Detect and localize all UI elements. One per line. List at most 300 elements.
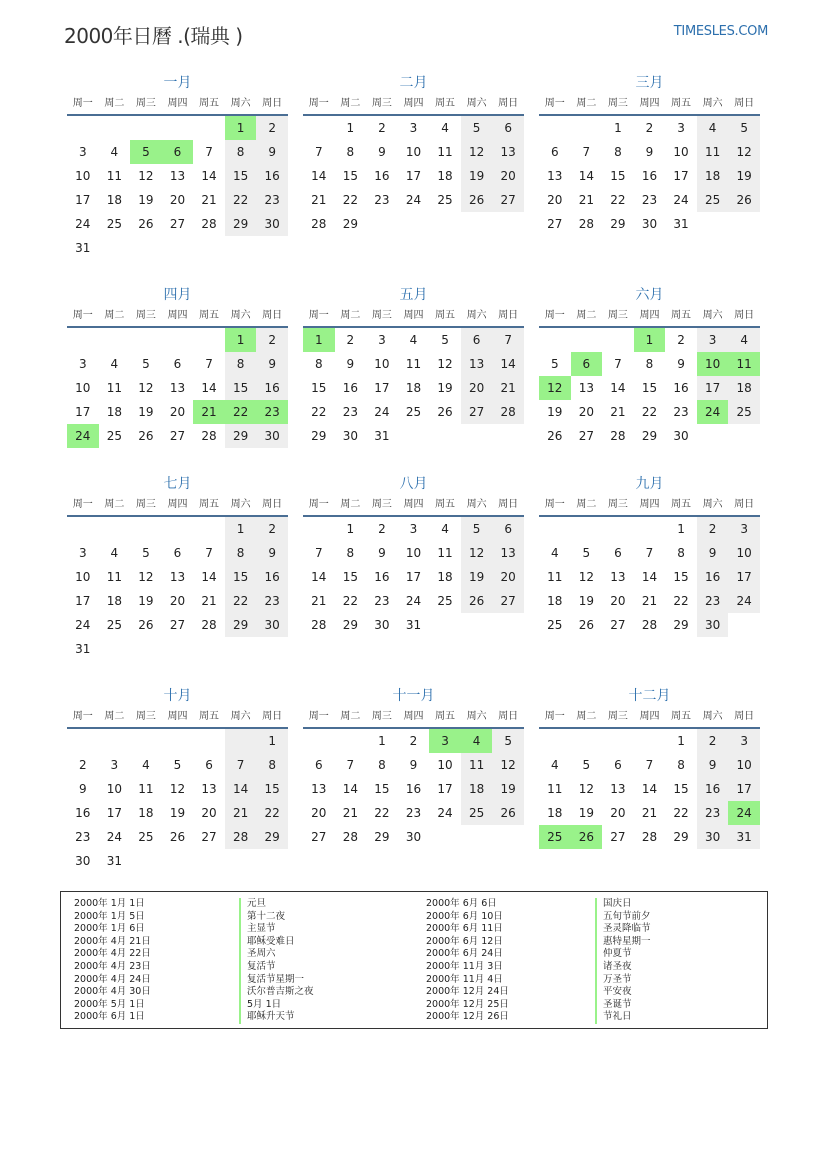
day-cell[interactable]: 22 (256, 801, 288, 825)
day-cell[interactable]: 10 (405, 145, 422, 159)
day-cell[interactable]: 17 (728, 565, 760, 589)
day-cell[interactable]: 27 (169, 217, 186, 231)
day-cell[interactable]: 16 (374, 169, 390, 183)
day-cell[interactable]: 30 (697, 825, 729, 849)
day-cell[interactable]: 1 (378, 734, 386, 748)
day-cell[interactable]: 27 (311, 830, 327, 844)
day-cell[interactable]: 26 (138, 217, 154, 231)
day-cell[interactable]: 28 (610, 429, 626, 443)
day-cell[interactable]: 9 (256, 352, 288, 376)
day-cell[interactable]: 7 (645, 758, 654, 772)
day-cell[interactable]: 6 (173, 546, 182, 560)
day-cell[interactable]: 6 (614, 758, 622, 772)
day-cell[interactable]: 18 (547, 594, 563, 608)
day-cell[interactable]: 5 (142, 357, 150, 371)
holiday-day-cell[interactable]: 10 (697, 352, 729, 376)
day-cell[interactable]: 21 (201, 594, 217, 608)
day-cell[interactable]: 9 (409, 758, 418, 772)
day-cell[interactable]: 28 (201, 618, 217, 632)
day-cell[interactable]: 16 (641, 169, 658, 183)
day-cell[interactable]: 14 (641, 782, 658, 796)
day-cell[interactable]: 26 (138, 618, 154, 632)
day-cell[interactable]: 23 (342, 405, 358, 419)
day-cell[interactable]: 13 (610, 570, 626, 584)
day-cell[interactable]: 6 (461, 328, 493, 352)
day-cell[interactable]: 29 (610, 217, 626, 231)
day-cell[interactable]: 24 (437, 806, 453, 820)
day-cell[interactable]: 21 (311, 594, 327, 608)
day-cell[interactable]: 27 (610, 830, 626, 844)
day-cell[interactable]: 13 (547, 169, 563, 183)
day-cell[interactable]: 23 (374, 193, 390, 207)
day-cell[interactable]: 21 (610, 405, 626, 419)
day-cell[interactable]: 9 (378, 145, 386, 159)
day-cell[interactable]: 12 (169, 782, 186, 796)
day-cell[interactable]: 28 (201, 217, 217, 231)
day-cell[interactable]: 18 (437, 169, 453, 183)
day-cell[interactable]: 14 (225, 777, 257, 801)
day-cell[interactable]: 6 (173, 357, 182, 371)
day-cell[interactable]: 5 (492, 729, 524, 753)
day-cell[interactable]: 26 (461, 589, 493, 613)
day-cell[interactable]: 15 (610, 169, 626, 183)
day-cell[interactable]: 26 (547, 429, 563, 443)
day-cell[interactable]: 1 (614, 121, 622, 135)
day-cell[interactable]: 10 (405, 546, 422, 560)
day-cell[interactable]: 4 (550, 758, 559, 772)
day-cell[interactable]: 22 (342, 594, 358, 608)
day-cell[interactable]: 10 (75, 169, 91, 183)
day-cell[interactable]: 26 (728, 188, 760, 212)
day-cell[interactable]: 30 (374, 618, 390, 632)
day-cell[interactable]: 16 (673, 381, 689, 395)
day-cell[interactable]: 17 (106, 806, 122, 820)
day-cell[interactable]: 18 (106, 405, 122, 419)
day-cell[interactable]: 21 (342, 806, 358, 820)
day-cell[interactable]: 27 (547, 217, 563, 231)
day-cell[interactable]: 4 (441, 522, 449, 536)
day-cell[interactable]: 19 (437, 381, 453, 395)
day-cell[interactable]: 14 (311, 570, 327, 584)
day-cell[interactable]: 7 (492, 328, 524, 352)
day-cell[interactable]: 9 (346, 357, 355, 371)
day-cell[interactable]: 13 (311, 782, 327, 796)
day-cell[interactable]: 30 (697, 613, 729, 637)
day-cell[interactable]: 13 (461, 352, 493, 376)
day-cell[interactable]: 16 (75, 806, 91, 820)
day-cell[interactable]: 11 (697, 140, 729, 164)
day-cell[interactable]: 11 (106, 169, 122, 183)
day-cell[interactable]: 19 (728, 164, 760, 188)
day-cell[interactable]: 16 (256, 565, 288, 589)
day-cell[interactable]: 3 (110, 758, 119, 772)
day-cell[interactable]: 15 (342, 570, 358, 584)
day-cell[interactable]: 1 (346, 522, 355, 536)
day-cell[interactable]: 2 (378, 121, 386, 135)
day-cell[interactable]: 14 (641, 570, 658, 584)
day-cell[interactable]: 17 (75, 193, 91, 207)
day-cell[interactable]: 16 (697, 565, 729, 589)
day-cell[interactable]: 5 (173, 758, 182, 772)
day-cell[interactable]: 12 (138, 169, 154, 183)
day-cell[interactable]: 25 (728, 400, 760, 424)
day-cell[interactable]: 28 (225, 825, 257, 849)
day-cell[interactable]: 22 (225, 589, 257, 613)
day-cell[interactable]: 17 (697, 376, 729, 400)
day-cell[interactable]: 15 (256, 777, 288, 801)
day-cell[interactable]: 30 (673, 429, 689, 443)
day-cell[interactable]: 23 (673, 405, 689, 419)
day-cell[interactable]: 7 (205, 145, 213, 159)
day-cell[interactable]: 11 (547, 782, 563, 796)
day-cell[interactable]: 5 (461, 116, 493, 140)
day-cell[interactable]: 15 (225, 164, 257, 188)
holiday-day-cell[interactable]: 11 (728, 352, 760, 376)
day-cell[interactable]: 11 (547, 570, 563, 584)
day-cell[interactable]: 8 (677, 546, 685, 560)
day-cell[interactable]: 3 (378, 333, 386, 347)
site-logo-text[interactable]: TIMESLES.COM (673, 24, 768, 39)
day-cell[interactable]: 18 (697, 164, 729, 188)
day-cell[interactable]: 8 (225, 352, 257, 376)
day-cell[interactable]: 14 (492, 352, 524, 376)
day-cell[interactable]: 9 (697, 541, 729, 565)
day-cell[interactable]: 13 (169, 169, 186, 183)
day-cell[interactable]: 8 (378, 758, 386, 772)
day-cell[interactable]: 21 (641, 594, 658, 608)
day-cell[interactable]: 28 (201, 429, 217, 443)
day-cell[interactable]: 17 (75, 405, 91, 419)
day-cell[interactable]: 24 (374, 405, 390, 419)
day-cell[interactable]: 29 (311, 429, 327, 443)
holiday-day-cell[interactable]: 1 (225, 116, 257, 140)
day-cell[interactable]: 17 (673, 169, 689, 183)
day-cell[interactable]: 19 (138, 193, 154, 207)
day-cell[interactable]: 25 (106, 217, 122, 231)
day-cell[interactable]: 12 (437, 357, 453, 371)
day-cell[interactable]: 20 (492, 565, 524, 589)
day-cell[interactable]: 14 (342, 782, 358, 796)
day-cell[interactable]: 31 (728, 825, 760, 849)
day-cell[interactable]: 18 (461, 777, 493, 801)
day-cell[interactable]: 14 (201, 169, 217, 183)
day-cell[interactable]: 2 (409, 734, 418, 748)
day-cell[interactable]: 20 (610, 594, 626, 608)
day-cell[interactable]: 23 (697, 801, 729, 825)
day-cell[interactable]: 22 (673, 594, 689, 608)
day-cell[interactable]: 3 (697, 328, 729, 352)
day-cell[interactable]: 27 (169, 618, 186, 632)
day-cell[interactable]: 30 (405, 830, 422, 844)
day-cell[interactable]: 19 (547, 405, 563, 419)
day-cell[interactable]: 13 (169, 570, 186, 584)
day-cell[interactable]: 15 (374, 782, 390, 796)
day-cell[interactable]: 6 (205, 758, 213, 772)
day-cell[interactable]: 1 (677, 734, 685, 748)
day-cell[interactable]: 9 (78, 782, 87, 796)
day-cell[interactable]: 3 (78, 357, 87, 371)
day-cell[interactable]: 2 (697, 729, 729, 753)
day-cell[interactable]: 4 (110, 546, 119, 560)
day-cell[interactable]: 29 (342, 217, 358, 231)
day-cell[interactable]: 6 (314, 758, 323, 772)
day-cell[interactable]: 14 (578, 169, 594, 183)
day-cell[interactable]: 27 (492, 188, 524, 212)
day-cell[interactable]: 30 (256, 613, 288, 637)
day-cell[interactable]: 20 (547, 193, 563, 207)
day-cell[interactable]: 1 (256, 729, 288, 753)
holiday-day-cell[interactable]: 4 (461, 729, 493, 753)
day-cell[interactable]: 22 (225, 188, 257, 212)
day-cell[interactable]: 9 (256, 541, 288, 565)
day-cell[interactable]: 31 (106, 854, 122, 868)
day-cell[interactable]: 23 (256, 589, 288, 613)
day-cell[interactable]: 8 (256, 753, 288, 777)
day-cell[interactable]: 24 (106, 830, 122, 844)
day-cell[interactable]: 28 (641, 830, 658, 844)
day-cell[interactable]: 10 (75, 570, 91, 584)
day-cell[interactable]: 5 (441, 333, 449, 347)
day-cell[interactable]: 8 (346, 546, 355, 560)
day-cell[interactable]: 29 (374, 830, 390, 844)
day-cell[interactable]: 21 (578, 193, 594, 207)
day-cell[interactable]: 18 (405, 381, 422, 395)
day-cell[interactable]: 25 (547, 618, 563, 632)
day-cell[interactable]: 23 (374, 594, 390, 608)
day-cell[interactable]: 6 (614, 546, 622, 560)
day-cell[interactable]: 29 (225, 212, 257, 236)
day-cell[interactable]: 21 (201, 193, 217, 207)
day-cell[interactable]: 19 (461, 565, 493, 589)
day-cell[interactable]: 2 (256, 116, 288, 140)
day-cell[interactable]: 12 (138, 381, 154, 395)
holiday-day-cell[interactable]: 6 (162, 140, 194, 164)
day-cell[interactable]: 9 (256, 140, 288, 164)
day-cell[interactable]: 30 (641, 217, 658, 231)
day-cell[interactable]: 18 (106, 193, 122, 207)
day-cell[interactable]: 28 (342, 830, 358, 844)
day-cell[interactable]: 25 (437, 193, 453, 207)
day-cell[interactable]: 29 (225, 424, 257, 448)
day-cell[interactable]: 21 (641, 806, 658, 820)
day-cell[interactable]: 7 (645, 546, 654, 560)
day-cell[interactable]: 24 (728, 589, 760, 613)
day-cell[interactable]: 19 (578, 594, 594, 608)
day-cell[interactable]: 7 (314, 145, 323, 159)
day-cell[interactable]: 28 (311, 618, 327, 632)
day-cell[interactable]: 16 (256, 164, 288, 188)
day-cell[interactable]: 2 (256, 517, 288, 541)
day-cell[interactable]: 2 (256, 328, 288, 352)
day-cell[interactable]: 22 (374, 806, 390, 820)
day-cell[interactable]: 13 (492, 140, 524, 164)
day-cell[interactable]: 10 (728, 753, 760, 777)
holiday-day-cell[interactable]: 24 (697, 400, 729, 424)
day-cell[interactable]: 24 (75, 618, 91, 632)
day-cell[interactable]: 27 (578, 429, 594, 443)
day-cell[interactable]: 16 (697, 777, 729, 801)
day-cell[interactable]: 20 (578, 405, 594, 419)
holiday-day-cell[interactable]: 25 (539, 825, 571, 849)
day-cell[interactable]: 8 (677, 758, 685, 772)
day-cell[interactable]: 29 (641, 429, 658, 443)
day-cell[interactable]: 24 (405, 594, 422, 608)
day-cell[interactable]: 8 (614, 145, 622, 159)
day-cell[interactable]: 4 (110, 145, 119, 159)
day-cell[interactable]: 28 (578, 217, 594, 231)
day-cell[interactable]: 31 (405, 618, 422, 632)
day-cell[interactable]: 3 (677, 121, 685, 135)
day-cell[interactable]: 2 (378, 522, 386, 536)
day-cell[interactable]: 11 (138, 782, 154, 796)
day-cell[interactable]: 26 (138, 429, 154, 443)
day-cell[interactable]: 22 (673, 806, 689, 820)
day-cell[interactable]: 2 (697, 517, 729, 541)
holiday-day-cell[interactable]: 26 (571, 825, 603, 849)
day-cell[interactable]: 10 (374, 357, 390, 371)
day-cell[interactable]: 6 (492, 517, 524, 541)
day-cell[interactable]: 27 (461, 400, 493, 424)
day-cell[interactable]: 7 (582, 145, 591, 159)
day-cell[interactable]: 7 (205, 357, 213, 371)
day-cell[interactable]: 11 (437, 145, 453, 159)
day-cell[interactable]: 11 (461, 753, 493, 777)
day-cell[interactable]: 25 (437, 594, 453, 608)
day-cell[interactable]: 27 (610, 618, 626, 632)
day-cell[interactable]: 22 (610, 193, 626, 207)
day-cell[interactable]: 31 (75, 241, 91, 255)
day-cell[interactable]: 2 (346, 333, 355, 347)
day-cell[interactable]: 14 (201, 570, 217, 584)
day-cell[interactable]: 19 (138, 405, 154, 419)
day-cell[interactable]: 13 (578, 381, 594, 395)
day-cell[interactable]: 17 (405, 169, 422, 183)
day-cell[interactable]: 25 (461, 801, 493, 825)
day-cell[interactable]: 18 (106, 594, 122, 608)
day-cell[interactable]: 8 (645, 357, 654, 371)
day-cell[interactable]: 19 (578, 806, 594, 820)
day-cell[interactable]: 26 (492, 801, 524, 825)
day-cell[interactable]: 19 (169, 806, 186, 820)
day-cell[interactable]: 25 (106, 618, 122, 632)
day-cell[interactable]: 8 (225, 140, 257, 164)
holiday-day-cell[interactable]: 24 (67, 424, 99, 448)
holiday-day-cell[interactable]: 12 (539, 376, 571, 400)
day-cell[interactable]: 5 (142, 546, 150, 560)
day-cell[interactable]: 14 (201, 381, 217, 395)
day-cell[interactable]: 28 (641, 618, 658, 632)
day-cell[interactable]: 11 (437, 546, 453, 560)
day-cell[interactable]: 3 (409, 121, 418, 135)
day-cell[interactable]: 29 (342, 618, 358, 632)
day-cell[interactable]: 12 (578, 570, 594, 584)
day-cell[interactable]: 20 (169, 405, 186, 419)
day-cell[interactable]: 5 (461, 517, 493, 541)
day-cell[interactable]: 7 (225, 753, 257, 777)
day-cell[interactable]: 30 (256, 212, 288, 236)
day-cell[interactable]: 20 (461, 376, 493, 400)
holiday-day-cell[interactable]: 23 (256, 400, 288, 424)
day-cell[interactable]: 24 (75, 217, 91, 231)
day-cell[interactable]: 16 (342, 381, 358, 395)
day-cell[interactable]: 31 (75, 642, 91, 656)
day-cell[interactable]: 15 (641, 381, 658, 395)
day-cell[interactable]: 5 (582, 546, 591, 560)
day-cell[interactable]: 13 (169, 381, 186, 395)
day-cell[interactable]: 15 (311, 381, 327, 395)
day-cell[interactable]: 26 (169, 830, 186, 844)
day-cell[interactable]: 28 (492, 400, 524, 424)
day-cell[interactable]: 20 (169, 193, 186, 207)
day-cell[interactable]: 22 (311, 405, 327, 419)
day-cell[interactable]: 11 (405, 357, 422, 371)
day-cell[interactable]: 15 (342, 169, 358, 183)
day-cell[interactable]: 12 (578, 782, 594, 796)
day-cell[interactable]: 10 (75, 381, 91, 395)
day-cell[interactable]: 12 (461, 140, 493, 164)
day-cell[interactable]: 13 (201, 782, 217, 796)
day-cell[interactable]: 27 (492, 589, 524, 613)
holiday-day-cell[interactable]: 3 (429, 729, 461, 753)
day-cell[interactable]: 29 (673, 830, 689, 844)
day-cell[interactable]: 25 (106, 429, 122, 443)
day-cell[interactable]: 23 (641, 193, 658, 207)
day-cell[interactable]: 4 (409, 333, 418, 347)
day-cell[interactable]: 30 (75, 854, 91, 868)
day-cell[interactable]: 5 (550, 357, 559, 371)
day-cell[interactable]: 24 (673, 193, 689, 207)
day-cell[interactable]: 6 (550, 145, 559, 159)
day-cell[interactable]: 1 (225, 517, 257, 541)
day-cell[interactable]: 18 (437, 570, 453, 584)
day-cell[interactable]: 25 (697, 188, 729, 212)
day-cell[interactable]: 25 (138, 830, 154, 844)
day-cell[interactable]: 4 (110, 357, 119, 371)
day-cell[interactable]: 12 (492, 753, 524, 777)
day-cell[interactable]: 20 (492, 164, 524, 188)
day-cell[interactable]: 23 (75, 830, 91, 844)
day-cell[interactable]: 30 (342, 429, 358, 443)
day-cell[interactable]: 7 (614, 357, 622, 371)
day-cell[interactable]: 16 (374, 570, 390, 584)
day-cell[interactable]: 18 (547, 806, 563, 820)
holiday-day-cell[interactable]: 6 (571, 352, 603, 376)
holiday-day-cell[interactable]: 5 (130, 140, 162, 164)
day-cell[interactable]: 18 (728, 376, 760, 400)
day-cell[interactable]: 9 (645, 145, 654, 159)
holiday-day-cell[interactable]: 22 (225, 400, 257, 424)
day-cell[interactable]: 8 (225, 541, 257, 565)
day-cell[interactable]: 25 (405, 405, 422, 419)
day-cell[interactable]: 26 (461, 188, 493, 212)
day-cell[interactable]: 8 (346, 145, 355, 159)
day-cell[interactable]: 15 (225, 376, 257, 400)
day-cell[interactable]: 20 (201, 806, 217, 820)
day-cell[interactable]: 10 (728, 541, 760, 565)
day-cell[interactable]: 15 (673, 570, 689, 584)
day-cell[interactable]: 1 (346, 121, 355, 135)
day-cell[interactable]: 21 (492, 376, 524, 400)
day-cell[interactable]: 3 (409, 522, 418, 536)
day-cell[interactable]: 19 (492, 777, 524, 801)
day-cell[interactable]: 18 (138, 806, 154, 820)
day-cell[interactable]: 21 (225, 801, 257, 825)
holiday-day-cell[interactable]: 1 (303, 328, 335, 352)
day-cell[interactable]: 27 (169, 429, 186, 443)
holiday-day-cell[interactable]: 21 (193, 400, 225, 424)
day-cell[interactable]: 21 (311, 193, 327, 207)
day-cell[interactable]: 19 (461, 164, 493, 188)
